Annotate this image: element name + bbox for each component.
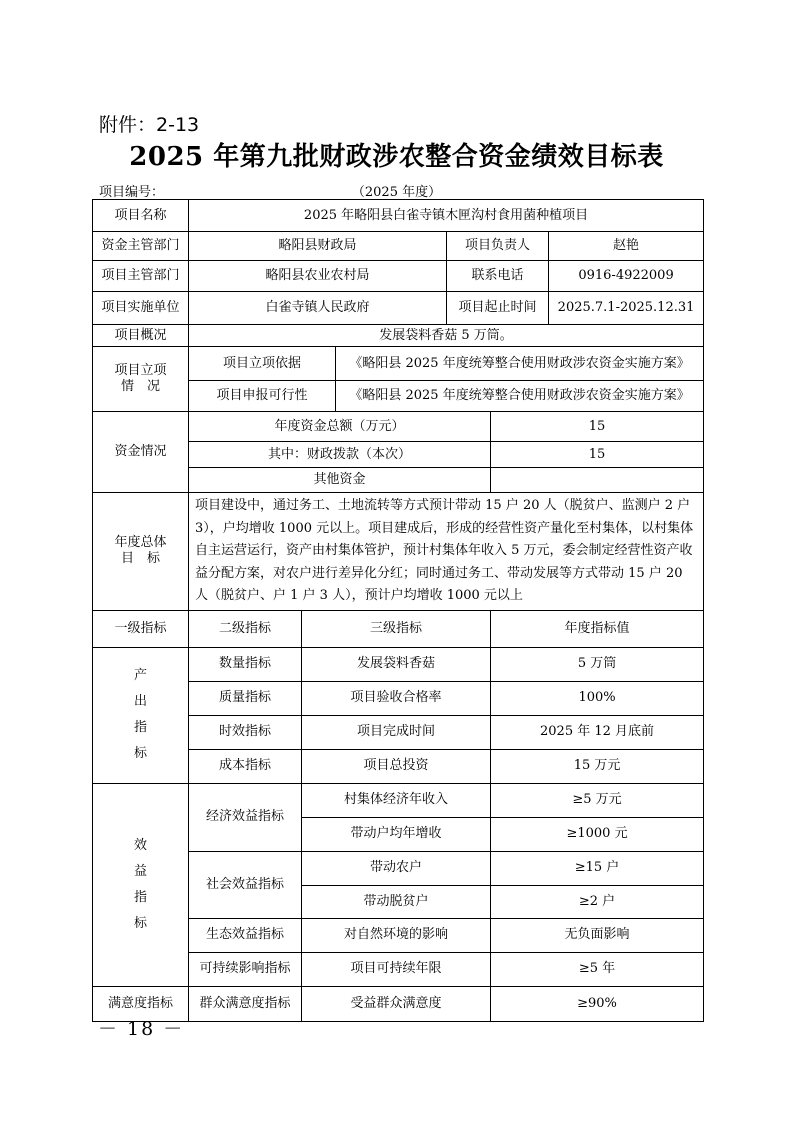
funds-other-label: 其他资金 [189, 468, 491, 493]
benefit-char: 效 [133, 837, 147, 853]
output-char: 指 [133, 720, 147, 735]
table-row [93, 647, 704, 681]
benefit-value: ≥1000 元 [491, 817, 704, 851]
period-label: 项目起止时间 [447, 292, 549, 325]
benefit-char: 标 [133, 915, 147, 931]
benefit-char: 益 [133, 863, 147, 879]
output-char: 出 [133, 694, 147, 709]
social-benefit-label: 社会效益指标 [189, 851, 302, 918]
output-l2: 成本指标 [189, 749, 302, 783]
output-l3: 项目完成时间 [302, 715, 491, 749]
output-value: 2025 年 12 月底前 [491, 715, 704, 749]
eco-benefit-label: 生态效益指标 [189, 918, 302, 952]
table-row [93, 493, 704, 611]
output-char: 产 [133, 668, 147, 683]
benefit-l3: 带动脱贫户 [302, 885, 491, 918]
table-row [93, 412, 704, 442]
benefit-value: ≥2 户 [491, 885, 704, 918]
leader-value: 赵艳 [549, 232, 704, 261]
satisfaction-value: ≥90% [491, 986, 704, 1021]
funds-label: 资金情况 [93, 412, 189, 493]
establish-label [93, 347, 189, 412]
document-title: 2025 年第九批财政涉农整合资金绩效目标表 [129, 142, 664, 172]
phone-label: 联系电话 [447, 261, 549, 292]
overview-label: 项目概况 [93, 325, 189, 347]
attachment-label: 附件：2-13 [99, 114, 200, 136]
leader-label: 项目负责人 [447, 232, 549, 261]
page-number: － 18 － [98, 1018, 185, 1040]
benefit-l3: 村集体经济年收入 [302, 783, 491, 817]
benefit-value: ≥5 万元 [491, 783, 704, 817]
benefit-indicator-label [93, 783, 189, 986]
header-value: 年度指标值 [491, 610, 704, 647]
header-level3: 三级指标 [302, 610, 491, 647]
fund-dept-value: 略阳县财政局 [189, 232, 447, 261]
proj-dept-value: 略阳县农业农村局 [189, 261, 447, 292]
impl-unit-label: 项目实施单位 [93, 292, 189, 325]
output-value: 100% [491, 681, 704, 715]
sustain-benefit-label: 可持续影响指标 [189, 952, 302, 986]
table-row [93, 610, 704, 647]
annual-goal-label [93, 493, 189, 611]
satisfaction-l3: 受益群众满意度 [302, 986, 491, 1021]
economic-benefit-label: 经济效益指标 [189, 783, 302, 851]
year-label: （2025 年度） [351, 185, 442, 200]
table-row [93, 347, 704, 381]
table-row [93, 200, 704, 232]
fund-dept-label: 资金主管部门 [93, 232, 189, 261]
funds-total-label: 年度资金总额（万元） [189, 412, 491, 442]
output-l3: 发展袋料香菇 [302, 647, 491, 681]
header-level1: 一级指标 [93, 610, 189, 647]
table-row [93, 325, 704, 347]
benefit-value: 无负面影响 [491, 918, 704, 952]
period-value: 2025.7.1-2025.12.31 [549, 292, 704, 325]
annual-goal-label-line1: 年度总体 [114, 535, 167, 551]
feasibility-value: 《略阳县 2025 年度统筹整合使用财政涉农资金实施方案》 [336, 381, 704, 412]
satisfaction-l1: 满意度指标 [93, 986, 189, 1021]
impl-unit-value: 白雀寺镇人民政府 [189, 292, 447, 325]
annual-goal-text: 项目建设中，通过务工、土地流转等方式预计带动 15 户 20 人（脱贫户、监测户 2 户 3），户均增收 1000 元以上。项目建成后，形成的经营性资产量化至村集体，以村集体自主运营运行，资产由村集体管护，预计村集体年收入 5 万元，委会制定经营性资产收益分配方案，对农户进行差异化分红；同时通过务工、带动发展等方式带动 15 户 20 人（脱贫户、户 1 户 3 人），预计户均增收 1000 元以上 [189, 493, 704, 611]
establish-label-line2: 情 况 [120, 379, 160, 394]
output-l2: 质量指标 [189, 681, 302, 715]
benefit-l3: 带动户均年增收 [302, 817, 491, 851]
output-indicator-label [93, 647, 189, 783]
benefit-l3: 对自然环境的影响 [302, 918, 491, 952]
output-l3: 项目总投资 [302, 749, 491, 783]
table-row [93, 261, 704, 292]
table-row [93, 232, 704, 261]
funds-fiscal-label: 其中：财政拨款（本次） [189, 442, 491, 468]
output-char: 标 [133, 746, 147, 761]
table-row [93, 292, 704, 325]
annual-goal-label-line2: 目 标 [120, 551, 160, 567]
output-l2: 时效指标 [189, 715, 302, 749]
table-row [93, 783, 704, 817]
funds-fiscal-value: 15 [491, 442, 704, 468]
benefit-char: 指 [133, 889, 147, 905]
project-name-value: 2025 年略阳县白雀寺镇木匣沟村食用菌种植项目 [189, 200, 704, 232]
phone-value: 0916-4922009 [549, 261, 704, 292]
satisfaction-l2: 群众满意度指标 [189, 986, 302, 1021]
benefit-l3: 项目可持续年限 [302, 952, 491, 986]
project-number-label: 项目编号： [99, 185, 165, 200]
overview-value: 发展袋料香菇 5 万筒。 [189, 325, 704, 347]
basis-value: 《略阳县 2025 年度统筹整合使用财政涉农资金实施方案》 [336, 347, 704, 381]
establish-label-line1: 项目立项 [114, 363, 167, 378]
basis-label: 项目立项依据 [189, 347, 336, 381]
header-level2: 二级指标 [189, 610, 302, 647]
performance-table [92, 199, 704, 1022]
funds-other-value [491, 468, 704, 493]
funds-total-value: 15 [491, 412, 704, 442]
feasibility-label: 项目申报可行性 [189, 381, 336, 412]
output-l2: 数量指标 [189, 647, 302, 681]
output-value: 5 万筒 [491, 647, 704, 681]
output-value: 15 万元 [491, 749, 704, 783]
proj-dept-label: 项目主管部门 [93, 261, 189, 292]
benefit-l3: 带动农户 [302, 851, 491, 885]
benefit-value: ≥5 年 [491, 952, 704, 986]
output-l3: 项目验收合格率 [302, 681, 491, 715]
project-name-label: 项目名称 [93, 200, 189, 232]
benefit-value: ≥15 户 [491, 851, 704, 885]
